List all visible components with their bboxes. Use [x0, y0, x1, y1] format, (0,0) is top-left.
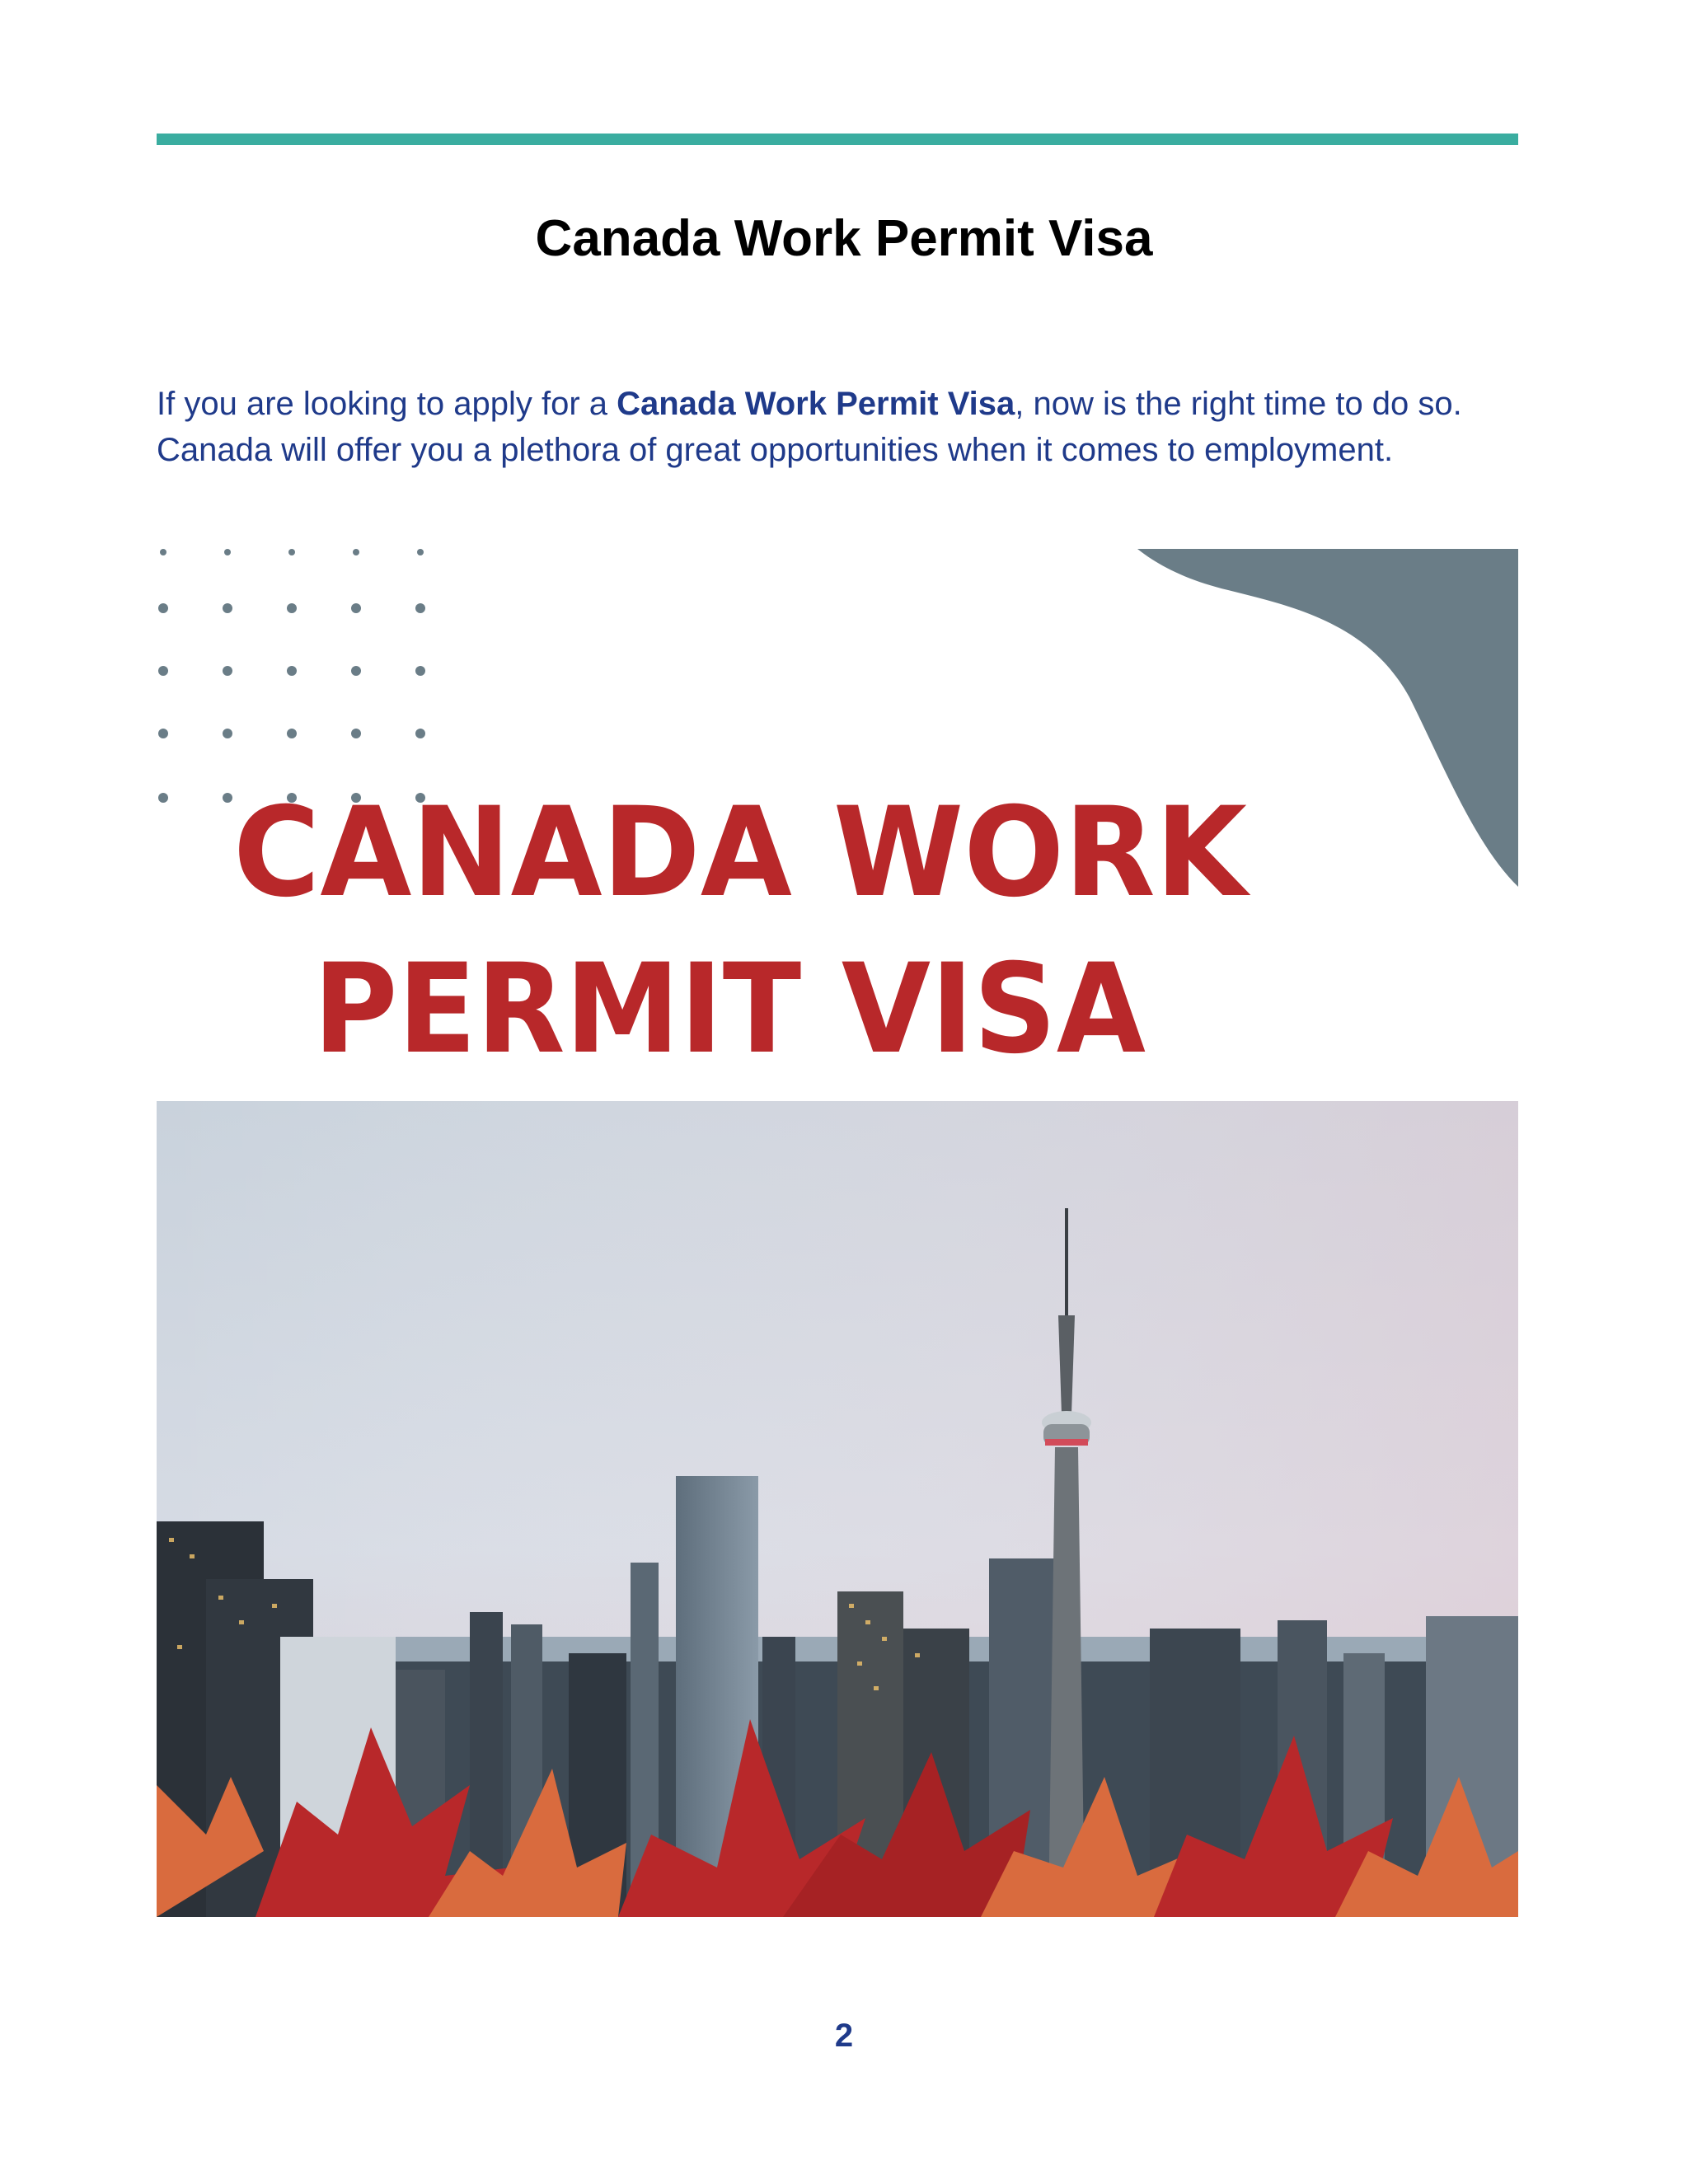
intro-paragraph	[157, 381, 1525, 473]
intro-text-before: If you are looking to apply for a	[157, 386, 617, 422]
banner-headline-line2: PERMIT VISA	[313, 938, 1146, 1081]
intro-text-after: , now is the right time to do so. Canada will offer you a plethora of great opportunities when it comes to employment.	[157, 386, 1462, 468]
banner-graphic	[157, 549, 1518, 1917]
page-title: Canada Work Permit Visa	[535, 210, 1153, 267]
dot-grid	[158, 549, 425, 803]
intro-highlight: Canada Work Permit Visa	[617, 386, 1015, 422]
page-number: 2	[834, 2018, 854, 2054]
banner-headline-line1: CANADA WORK	[233, 781, 1251, 925]
banner-image	[157, 549, 1518, 1917]
city-skyline-photo	[157, 1101, 1518, 1917]
top-rule	[157, 134, 1518, 145]
